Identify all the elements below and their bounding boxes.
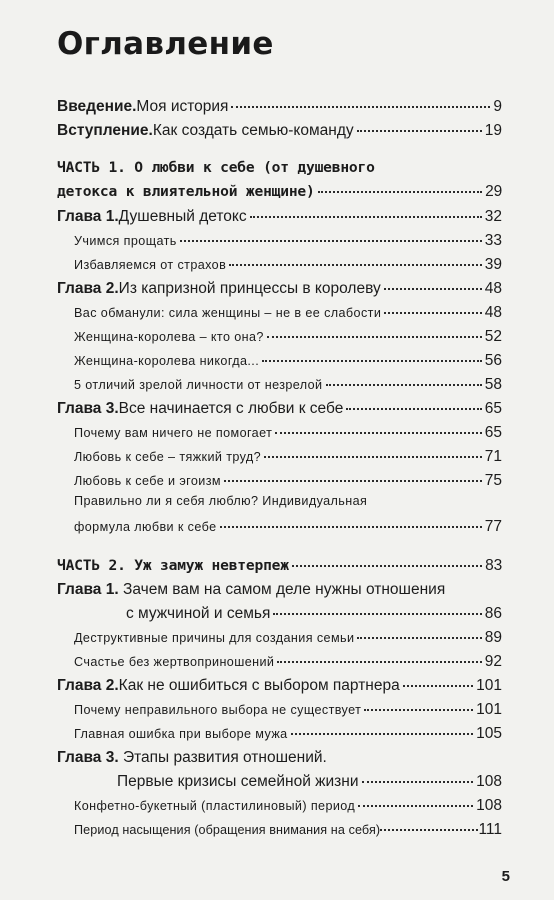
dot-leader bbox=[231, 106, 490, 108]
toc-entry-section bbox=[74, 518, 502, 536]
entry-text: детокса к влиятельной женщине) bbox=[57, 183, 315, 200]
toc-entry-chapter bbox=[126, 605, 502, 623]
entry-page: 108 bbox=[476, 773, 502, 790]
dot-leader bbox=[358, 805, 473, 807]
entry-text: Счастье без жертвоприношений bbox=[74, 655, 275, 669]
entry-label: Глава 3. bbox=[57, 749, 119, 766]
entry-label: Введение. bbox=[57, 98, 137, 115]
entry-label: Глава 3. bbox=[57, 400, 119, 417]
dot-leader bbox=[364, 709, 473, 711]
toc-entry-section bbox=[74, 653, 502, 671]
entry-text: Как не ошибиться с выбором партнера bbox=[118, 677, 400, 694]
entry-label: Глава 2. bbox=[57, 677, 119, 694]
entry-page: 33 bbox=[484, 232, 502, 249]
entry-page: 105 bbox=[476, 725, 502, 742]
dot-leader bbox=[277, 661, 481, 663]
dot-leader bbox=[318, 191, 483, 193]
toc-entry-preface bbox=[57, 122, 502, 140]
entry-page: 19 bbox=[484, 122, 502, 139]
toc-entry-section bbox=[74, 821, 502, 839]
dot-leader bbox=[291, 733, 474, 735]
entry-label: Глава 1. bbox=[57, 581, 119, 598]
entry-page: 86 bbox=[484, 605, 502, 622]
toc-entry-section bbox=[74, 448, 502, 466]
toc-entry-section bbox=[74, 472, 502, 490]
entry-text: Учимся прощать bbox=[74, 234, 177, 248]
dot-leader bbox=[220, 526, 482, 528]
entry-text: 5 отличий зрелой личности от незрелой bbox=[74, 378, 323, 392]
dot-leader bbox=[346, 408, 481, 410]
entry-text: Все начинается с любви к себе bbox=[118, 400, 344, 417]
entry-text: с мужчиной и семья bbox=[126, 605, 271, 622]
toc-entry-part-2 bbox=[57, 557, 502, 575]
toc-entry-chapter-line1 bbox=[57, 749, 327, 767]
entry-page: 71 bbox=[484, 448, 502, 465]
entry-page: 75 bbox=[484, 472, 502, 489]
dot-leader bbox=[292, 565, 482, 567]
dot-leader bbox=[275, 432, 482, 434]
dot-leader bbox=[267, 336, 482, 338]
entry-text: Первые кризисы семейной жизни bbox=[117, 773, 359, 790]
entry-text: Избавляемся от страхов bbox=[74, 258, 227, 272]
entry-text: Из капризной принцессы в королеву bbox=[118, 280, 381, 297]
entry-text: Почему неправильного выбора не существует bbox=[74, 703, 362, 717]
toc-entry-section bbox=[74, 304, 502, 322]
dot-leader bbox=[273, 613, 481, 615]
entry-text: Любовь к себе и эгоизм bbox=[74, 474, 221, 488]
dot-leader bbox=[229, 264, 482, 266]
entry-text: Как создать семью-команду bbox=[152, 122, 354, 139]
entry-page: 83 bbox=[485, 557, 502, 574]
dot-leader bbox=[250, 216, 482, 218]
toc-entry-section bbox=[74, 701, 502, 719]
entry-page: 58 bbox=[484, 376, 502, 393]
entry-page: 56 bbox=[484, 352, 502, 369]
entry-page: 101 bbox=[476, 701, 502, 718]
entry-text: Моя история bbox=[136, 98, 229, 115]
entry-text: Вас обманули: сила женщины – не в ее слабости bbox=[74, 306, 382, 320]
entry-text: Душевный детокс bbox=[118, 208, 247, 225]
entry-page: 92 bbox=[484, 653, 502, 670]
page-number: 5 bbox=[501, 868, 510, 885]
entry-page: 108 bbox=[476, 797, 502, 814]
entry-text: Женщина-королева никогда... bbox=[74, 354, 260, 368]
toc-entry-part-1 bbox=[57, 183, 502, 201]
entry-label: Глава 2. bbox=[57, 280, 119, 297]
toc-entry-section bbox=[74, 424, 502, 442]
toc-entry-chapter bbox=[57, 677, 502, 695]
entry-page: 89 bbox=[484, 629, 502, 646]
toc-entry-chapter bbox=[57, 208, 502, 226]
toc-entry-section bbox=[74, 232, 502, 250]
entry-text: формула любви к себе bbox=[74, 520, 217, 534]
entry-text: Конфетно-букетный (пластилиновый) период bbox=[74, 799, 356, 813]
part-1-heading: ЧАСТЬ 1. О любви к себе (от душевного bbox=[57, 159, 375, 176]
entry-page: 48 bbox=[484, 280, 502, 297]
entry-page: 29 bbox=[485, 183, 502, 200]
dot-leader bbox=[384, 312, 482, 314]
toc-entry-section bbox=[74, 725, 502, 743]
entry-label: Вступление. bbox=[57, 122, 153, 139]
entry-text: Деструктивные причины для создания семьи bbox=[74, 631, 355, 645]
toc-entry-section bbox=[74, 352, 502, 370]
toc-entry-chapter bbox=[57, 280, 502, 298]
dot-leader bbox=[262, 360, 482, 362]
toc-entry-section bbox=[74, 797, 502, 815]
entry-page: 32 bbox=[484, 208, 502, 225]
entry-page: 52 bbox=[484, 328, 502, 345]
dot-leader bbox=[403, 685, 473, 687]
entry-page: 65 bbox=[484, 424, 502, 441]
dot-leader bbox=[264, 456, 482, 458]
toc-entry-chapter bbox=[117, 773, 502, 791]
dot-leader bbox=[384, 288, 482, 290]
dot-leader bbox=[326, 384, 482, 386]
entry-page: 65 bbox=[484, 400, 502, 417]
dot-leader bbox=[224, 480, 482, 482]
entry-page: 48 bbox=[484, 304, 502, 321]
entry-text: ЧАСТЬ 2. Уж замуж невтерпеж bbox=[57, 557, 289, 574]
toc-entry-section bbox=[74, 256, 502, 274]
page-title: Оглавление bbox=[57, 26, 274, 62]
dot-leader bbox=[362, 781, 474, 783]
entry-text: Любовь к себе – тяжкий труд? bbox=[74, 450, 262, 464]
dot-leader bbox=[357, 130, 482, 132]
entry-page: 111 bbox=[478, 821, 502, 838]
dot-leader bbox=[357, 637, 481, 639]
entry-page: 39 bbox=[484, 256, 502, 273]
entry-page: 77 bbox=[484, 518, 502, 535]
entry-text: Этапы развития отношений. bbox=[118, 749, 327, 766]
entry-page: 101 bbox=[476, 677, 502, 694]
toc-entry-section-line1: Правильно ли я себя люблю? Индивидуальная bbox=[74, 494, 368, 508]
toc-entry-section bbox=[74, 376, 502, 394]
toc-entry-chapter-line1 bbox=[57, 581, 445, 599]
toc-entry-section bbox=[74, 328, 502, 346]
entry-text: Женщина-королева – кто она? bbox=[74, 330, 264, 344]
toc-entry-introduction bbox=[57, 98, 502, 116]
toc-entry-chapter bbox=[57, 400, 502, 418]
dot-leader bbox=[180, 240, 482, 242]
entry-text: Период насыщения (обращения внимания на себя) bbox=[74, 823, 381, 837]
entry-label: Глава 1. bbox=[57, 208, 119, 225]
dot-leader bbox=[380, 829, 478, 831]
entry-page: 9 bbox=[493, 98, 502, 115]
toc-entry-section bbox=[74, 629, 502, 647]
entry-text: Почему вам ничего не помогает bbox=[74, 426, 273, 440]
entry-text: Зачем вам на самом деле нужны отношения bbox=[118, 581, 446, 598]
entry-text: Главная ошибка при выборе мужа bbox=[74, 727, 288, 741]
